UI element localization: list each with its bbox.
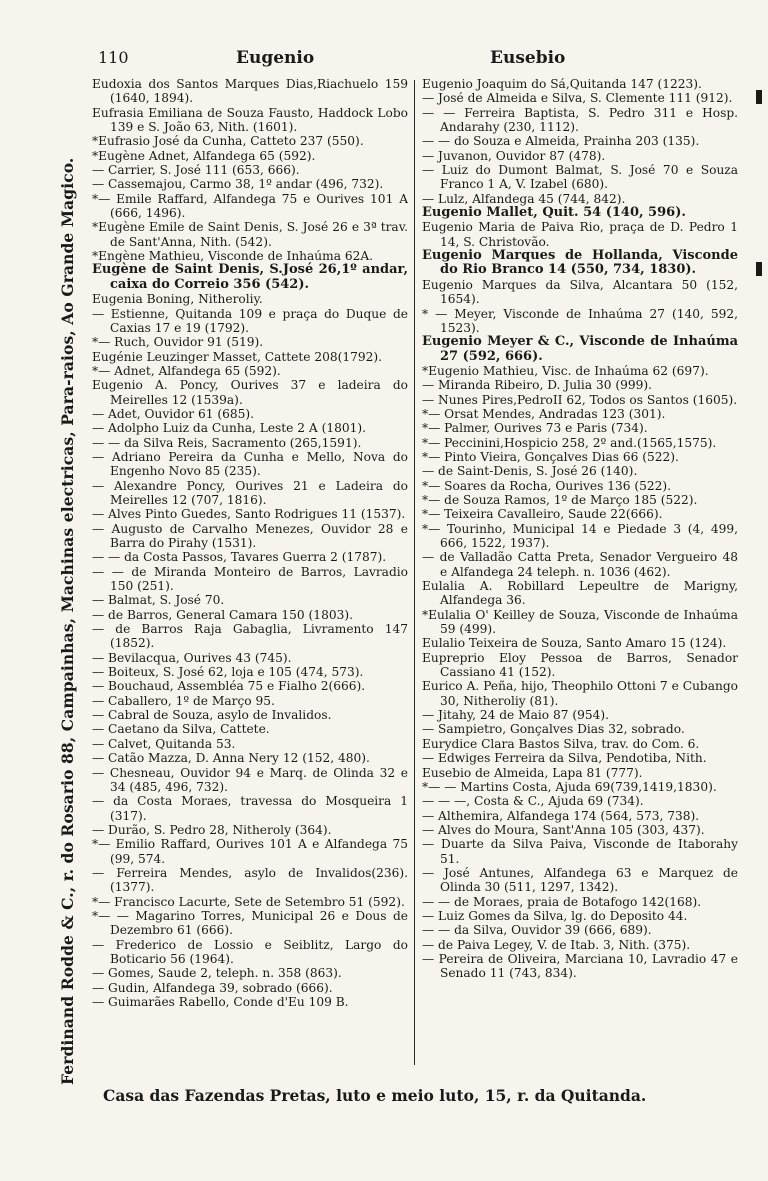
directory-entry: *Eulalia O' Keilley de Souza, Visconde de Inhaúma 59 (499). — [422, 607, 738, 637]
side-advertisement: Ferdinand Rodde & C., r. do Rosario 88, Campainhas, Machinas electricas, Para-raios, Ao Grande Magico. — [58, 157, 77, 1085]
directory-entry: *Eufrasio José da Cunha, Catteto 237 (550). — [92, 134, 364, 149]
directory-entry: — — de Miranda Monteiro de Barros, Lavradio 150 (251). — [92, 564, 408, 594]
directory-entry: Eurydice Clara Bastos Silva, trav. do Com. 6. — [422, 736, 700, 751]
directory-entry: — de Barros, General Camara 150 (1803). — [92, 607, 353, 622]
left-column — [92, 77, 408, 1062]
right-column — [422, 77, 738, 1062]
directory-entry: — Durão, S. Pedro 28, Nitheroly (364). — [92, 822, 332, 837]
directory-entry: — Guimarães Rabello, Conde d'Eu 109 B. — [92, 995, 349, 1009]
directory-entry: — Alves Pinto Guedes, Santo Rodrigues 11 (1537). — [92, 507, 406, 522]
directory-entry: *— Soares da Rocha, Ourives 136 (522). — [422, 478, 671, 493]
directory-entry: — Bevilacqua, Ourives 43 (745). — [92, 650, 292, 665]
directory-entry: — Pereira de Oliveira, Marciana 10, Lavradio 47 e Senado 11 (743, 834). — [422, 951, 738, 981]
directory-entry: — Adet, Ouvidor 61 (685). — [92, 406, 255, 421]
directory-entry: — de Barros Raja Gabaglia, Livramento 147 (1852). — [92, 622, 408, 651]
directory-entry: Eupreprio Eloy Pessoa de Barros, Senador Cassiano 41 (152). — [422, 650, 738, 680]
margin-mark — [756, 90, 762, 104]
directory-entry: Eugenio Marques da Silva, Alcantara 50 (152, 1654). — [422, 277, 738, 307]
directory-entry: Eufrasia Emiliana de Souza Fausto, Haddock Lobo 139 e S. João 63, Nith. (1601). — [92, 105, 408, 135]
directory-entry: — Gomes, Saude 2, teleph. n. 358 (863). — [92, 966, 342, 981]
directory-entry: *— Emilio Raffard, Ourives 101 A e Alfandega 75 (99, 574. — [92, 837, 408, 866]
directory-entry: *Eugenio Mathieu, Visc. de Inhaúma 62 (697). — [422, 363, 709, 378]
left-running-head: Eugenio — [236, 48, 315, 68]
directory-entry: *Engène Mathieu, Visconde de Inhaúma 62A. — [92, 249, 374, 264]
directory-entry: — Miranda Ribeiro, D. Julia 30 (999). — [422, 378, 653, 393]
directory-entry: — Juvanon, Ouvidor 87 (478). — [422, 148, 606, 163]
directory-entry: Eulalia A. Robillard Lepeultre de Marigny, Alfandega 36. — [422, 579, 738, 608]
directory-entry: Eugenia Boning, Nitheroliy. — [92, 292, 263, 307]
directory-entry: Eugénie Leuzinger Masset, Cattete 208(1792). — [92, 349, 382, 364]
directory-entry: — José Antunes, Alfandega 63 e Marquez de Olinda 30 (511, 1297, 1342). — [422, 865, 738, 895]
directory-entry: — Jitahy, 24 de Maio 87 (954). — [422, 708, 610, 723]
directory-entry: *— Tourinho, Municipal 14 e Piedade 3 (4, 499, 666, 1522, 1937). — [422, 521, 738, 550]
directory-entry: *— Orsat Mendes, Andradas 123 (301). — [422, 406, 666, 421]
directory-entry: — Lulz, Alfandega 45 (744, 842). — [422, 191, 626, 206]
directory-entry: — Gudin, Alfandega 39, sobrado (666). — [92, 980, 333, 995]
directory-entry: Eulalio Teixeira de Souza, Santo Amaro 15 (124). — [422, 636, 727, 651]
directory-entry: *— Emile Raffard, Alfandega 75 e Ourives 101 A (666, 1496). — [92, 191, 408, 221]
directory-entry: *— Adnet, Alfandega 65 (592). — [92, 363, 281, 378]
directory-entry: *— Teixeira Cavalleiro, Saude 22(666). — [422, 507, 663, 522]
directory-entry: — Sampietro, Gonçalves Dias 32, sobrado. — [422, 722, 685, 737]
directory-entry: *— de Souza Ramos, 1º de Março 185 (522). — [422, 492, 698, 507]
margin-mark — [756, 262, 762, 276]
directory-entry: — de Valladão Catta Preta, Senador Vergueiro 48 e Alfandega 24 teleph. n. 1036 (462). — [422, 550, 738, 579]
directory-entry: — Caballero, 1º de Março 95. — [92, 693, 275, 708]
directory-entry: — — da Silva, Ouvidor 39 (666, 689). — [422, 923, 652, 938]
right-running-head: Eusebio — [490, 48, 566, 68]
directory-entry: — Frederico de Lossio e Seiblitz, Largo do Boticario 56 (1964). — [92, 937, 408, 966]
directory-entry: — Edwiges Ferreira da Silva, Pendotiba, Nith. — [422, 751, 707, 766]
directory-entry: *— Pinto Vieira, Gonçalves Dias 66 (522). — [422, 449, 679, 464]
directory-entry: — — da Costa Passos, Tavares Guerra 2 (1787). — [92, 550, 387, 565]
directory-entry: Eurico A. Peña, hijo, Theophilo Ottoni 7 e Cubango 30, Nitheroliy (81). — [422, 679, 738, 708]
directory-entry: — Adolpho Luiz da Cunha, Leste 2 A (1801). — [92, 421, 366, 436]
directory-entry: *— Ruch, Ouvidor 91 (519). — [92, 335, 264, 350]
directory-entry: — Althemira, Alfandega 174 (564, 573, 738). — [422, 808, 700, 823]
directory-entry: *— — Magarino Torres, Municipal 26 e Dous de Dezembro 61 (666). — [92, 908, 408, 938]
directory-entry: — Alexandre Poncy, Ourives 21 e Ladeira do Meirelles 12 (707, 1816). — [92, 478, 408, 507]
directory-entry: — Ferreira Mendes, asylo de Invalidos(236). (1377). — [92, 865, 408, 895]
column-divider — [414, 80, 415, 1065]
directory-entry: — José de Almeida e Silva, S. Clemente 111 (912). — [422, 91, 733, 106]
page-header — [88, 48, 738, 74]
directory-entry: — — do Souza e Almeida, Prainha 203 (135). — [422, 134, 700, 149]
directory-entry: — Adriano Pereira da Cunha e Mello, Nova do Engenho Novo 85 (235). — [92, 449, 408, 479]
directory-entry: Eugenio Maria de Paiva Rio, praça de D. Pedro 1 14, S. Christovão. — [422, 220, 738, 249]
directory-entry: *Eugène Emile de Saint Denis, S. José 26 e 3ª trav. de Sant'Anna, Nith. (542). — [92, 220, 408, 249]
directory-entry: — da Costa Moraes, travessa do Mosqueira 1 (317). — [92, 794, 408, 823]
directory-entry: — Chesneau, Ouvidor 94 e Marq. de Olinda 32 e 34 (485, 496, 732). — [92, 765, 408, 794]
directory-entry: — Cabral de Souza, asylo de Invalidos. — [92, 708, 332, 723]
directory-entry: — Alves do Moura, Sant'Anna 105 (303, 437). — [422, 822, 705, 837]
directory-entry: — — de Moraes, praia de Botafogo 142(168). — [422, 894, 702, 909]
directory-entry: — — —, Costa & C., Ajuda 69 (734). — [422, 794, 644, 809]
directory-entry: — Augusto de Carvalho Menezes, Ouvidor 28 e Barra do Pirahy (1531). — [92, 521, 408, 550]
directory-entry: *Eugène Adnet, Alfandega 65 (592). — [92, 148, 316, 163]
directory-entry: Eugenio A. Poncy, Ourives 37 e ladeira do Meirelles 12 (1539a). — [92, 378, 408, 407]
directory-entry: — Carrier, S. José 111 (653, 666). — [92, 163, 300, 178]
directory-entry: — Estienne, Quitanda 109 e praça do Duque de Caxias 17 e 19 (1792). — [92, 306, 408, 335]
directory-entry: *— Francisco Lacurte, Sete de Setembro 51 (592). — [92, 894, 405, 909]
directory-entry: — de Saint-Denis, S. José 26 (140). — [422, 464, 638, 479]
footer-advertisement: Casa das Fazendas Pretas, luto e meio luto, 15, r. da Quitanda. — [103, 1086, 647, 1105]
directory-entry: — de Paiva Legey, V. de Itab. 3, Nith. (375). — [422, 937, 691, 952]
directory-entry: — Bouchaud, Assembléa 75 e Fialho 2(666). — [92, 679, 366, 694]
directory-entry: Eugenio Mallet, Quit. 54 (140, 596). — [422, 205, 686, 221]
page-number: 110 — [98, 48, 129, 67]
directory-entry: Eugène de Saint Denis, S.José 26,1º andar, caixa do Correio 356 (542). — [92, 262, 408, 292]
directory-entry: — Boiteux, S. José 62, loja e 105 (474, 573). — [92, 665, 364, 680]
directory-entry: — Catão Mazza, D. Anna Nery 12 (152, 480). — [92, 751, 370, 766]
directory-entry: — Calvet, Quitanda 53. — [92, 736, 236, 751]
directory-entry: — Caetano da Silva, Cattete. — [92, 722, 270, 737]
directory-entry: — Luiz do Dumont Balmat, S. José 70 e Souza Franco 1 A, V. Izabel (680). — [422, 163, 738, 192]
directory-entry: — — da Silva Reis, Sacramento (265,1591). — [92, 435, 362, 450]
directory-entry: *— Palmer, Ourives 73 e Paris (734). — [422, 421, 648, 436]
directory-entry: Eusebio de Almeida, Lapa 81 (777). — [422, 765, 643, 780]
directory-entry: Eugenio Meyer & C., Visconde de Inhaúma 27 (592, 666). — [422, 334, 738, 364]
directory-entry: — Balmat, S. José 70. — [92, 593, 225, 608]
directory-entry: — Luiz Gomes da Silva, lg. do Deposito 44. — [422, 908, 688, 923]
directory-entry: *— — Martins Costa, Ajuda 69(739,1419,1830). — [422, 779, 717, 794]
directory-entry: — — Ferreira Baptista, S. Pedro 311 e Hosp. Andarahy (230, 1112). — [422, 105, 738, 135]
directory-entry: Eugenio Marques de Hollanda, Visconde do Rio Branco 14 (550, 734, 1830). — [422, 248, 738, 278]
directory-entry: Eudoxia dos Santos Marques Dias,Riachuelo 159 (1640, 1894). — [92, 77, 408, 106]
directory-entry: * — Meyer, Visconde de Inhaúma 27 (140, 592, 1523). — [422, 306, 738, 335]
directory-entry: Eugenio Joaquim do Sá,Quitanda 147 (1223). — [422, 77, 702, 91]
directory-entry: — Cassemajou, Carmo 38, 1º andar (496, 732). — [92, 177, 384, 192]
directory-entry: *— Peccinini,Hospicio 258, 2º and.(1565,1575). — [422, 435, 717, 450]
directory-entry: — Duarte da Silva Paiva, Visconde de Itaborahy 51. — [422, 837, 738, 866]
directory-entry: — Nunes Pires,PedroII 62, Todos os Santos (1605). — [422, 392, 738, 407]
